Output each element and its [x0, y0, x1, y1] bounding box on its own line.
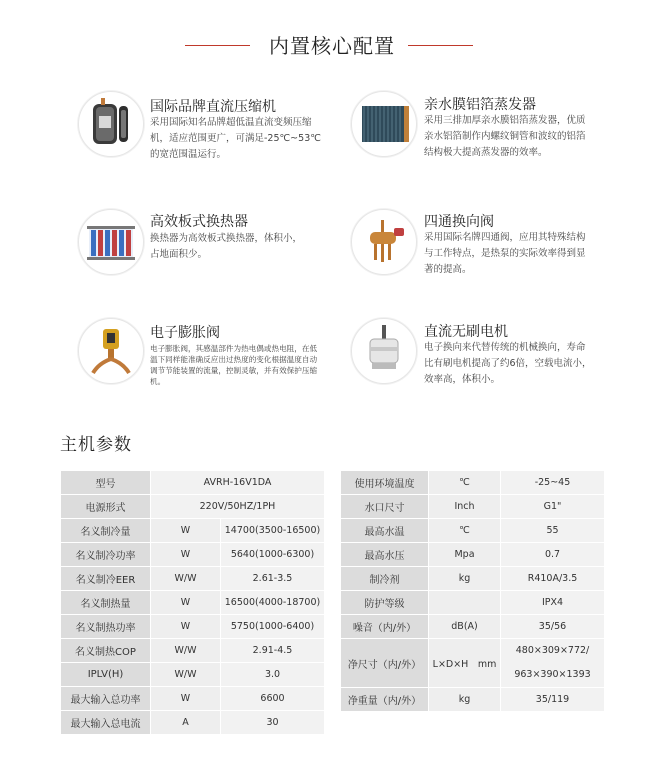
table-row [61, 687, 325, 711]
spec-unit: Inch [429, 495, 501, 519]
spec-key: 名义制冷EER [61, 567, 151, 591]
table-row [61, 567, 325, 591]
spec-unit [429, 591, 501, 615]
size-value-line-1: 480×309×772/ [515, 645, 590, 656]
table-row [61, 711, 325, 735]
spec-key: 最高水压 [341, 543, 429, 567]
page-title: 内置核心配置 [269, 34, 395, 58]
spec-value: 5750(1000-6400) [221, 615, 325, 639]
table-row [61, 615, 325, 639]
table-row [61, 591, 325, 615]
table-row [341, 639, 605, 688]
feature-title-plate-exchanger: 高效板式换热器 [150, 214, 248, 230]
spec-table-left [60, 470, 325, 735]
spec-key: 制冷剂 [341, 567, 429, 591]
spec-key: 净尺寸（内/外） [341, 639, 429, 688]
spec-value: G1" [501, 495, 605, 519]
table-row [61, 543, 325, 567]
title-divider-right [408, 45, 473, 46]
spec-key: IPLV(H) [61, 663, 151, 687]
brushless-motor-icon [351, 318, 417, 384]
feature-title-four-way-valve: 四通换向阀 [424, 214, 494, 230]
spec-unit: A [151, 711, 221, 735]
spec-key: 使用环境温度 [341, 471, 429, 495]
spec-value: AVRH-16V1DA [151, 471, 325, 495]
spec-value: -25~45 [501, 471, 605, 495]
spec-value: 2.61-3.5 [221, 567, 325, 591]
spec-key: 最大输入总功率 [61, 687, 151, 711]
spec-unit: W/W [151, 663, 221, 687]
spec-key: 名义制冷量 [61, 519, 151, 543]
evaporator-icon [351, 91, 417, 157]
spec-unit: ℃ [429, 471, 501, 495]
four-way-valve-icon [351, 209, 417, 275]
expansion-valve-icon [78, 318, 144, 384]
feature-desc-compressor: 采用国际知名品牌超低温直流变频压缩机，适应范围更广，可满足-25℃~53℃的宽范围温运行。 [150, 117, 321, 160]
table-row [61, 639, 325, 663]
spec-key: 电源形式 [61, 495, 151, 519]
spec-key: 净重量（内/外） [341, 688, 429, 712]
spec-unit: W [151, 591, 221, 615]
table-row [341, 471, 605, 495]
spec-value: IPX4 [501, 591, 605, 615]
plate-heat-exchanger-icon [78, 209, 144, 275]
spec-unit: W [151, 687, 221, 711]
feature-title-expansion-valve: 电子膨胀阀 [150, 325, 220, 341]
spec-value: 2.91-4.5 [221, 639, 325, 663]
spec-key: 最大输入总电流 [61, 711, 151, 735]
table-row [341, 495, 605, 519]
spec-key: 名义制热COP [61, 639, 151, 663]
spec-key: 名义制冷功率 [61, 543, 151, 567]
spec-section-title: 主机参数 [60, 435, 132, 455]
feature-title-brushless-motor: 直流无刷电机 [424, 324, 508, 340]
spec-key: 最高水温 [341, 519, 429, 543]
table-row [341, 567, 605, 591]
feature-title-compressor: 国际品牌直流压缩机 [150, 99, 276, 115]
spec-value: 3.0 [221, 663, 325, 687]
table-row [341, 591, 605, 615]
spec-key: 噪音（内/外） [341, 615, 429, 639]
compressor-icon [78, 91, 144, 157]
feature-desc-expansion-valve: 电子膨胀阀，其感温部件为热电偶或热电阻，在低温下同样能准确反应出过热度的变化根据温度自动调节节能装置的流量，控制灵敏，并有效保护压缩机。 [150, 344, 318, 386]
spec-key: 水口尺寸 [341, 495, 429, 519]
spec-unit: W [151, 615, 221, 639]
table-row [61, 471, 325, 495]
spec-unit: W/W [151, 639, 221, 663]
table-row [61, 495, 325, 519]
spec-value: R410A/3.5 [501, 567, 605, 591]
table-row [341, 688, 605, 712]
spec-unit: L×D×H mm [429, 639, 501, 688]
spec-key: 名义制热量 [61, 591, 151, 615]
spec-unit: W [151, 543, 221, 567]
size-value-line-2: 963×390×1393 [514, 669, 591, 680]
spec-value: 0.7 [501, 543, 605, 567]
spec-unit: W [151, 519, 221, 543]
spec-value: 14700(3500-16500) [221, 519, 325, 543]
spec-value: 220V/50HZ/1PH [151, 495, 325, 519]
spec-unit: kg [429, 567, 501, 591]
title-divider-left [185, 45, 250, 46]
spec-key: 名义制热功率 [61, 615, 151, 639]
table-row [61, 519, 325, 543]
spec-key: 防护等级 [341, 591, 429, 615]
feature-desc-evaporator: 采用三排加厚亲水膜铝箔蒸发器，优质亲水铝箔制作内螺纹铜管和波纹的铝箔结构极大提高蒸发器的效率。 [424, 115, 586, 158]
feature-desc-four-way-valve: 采用国际名牌四通阀，应用其特殊结构与工作特点，是热泵的实际效率得到显著的提高。 [424, 232, 586, 275]
spec-value: 55 [501, 519, 605, 543]
section-title-header [0, 30, 669, 60]
spec-unit: dB(A) [429, 615, 501, 639]
feature-title-evaporator: 亲水膜铝箔蒸发器 [424, 97, 536, 113]
spec-table-right [340, 470, 605, 712]
table-row [341, 543, 605, 567]
table-row [341, 519, 605, 543]
spec-unit: W/W [151, 567, 221, 591]
spec-unit: kg [429, 688, 501, 712]
spec-value: 30 [221, 711, 325, 735]
spec-value [501, 639, 605, 688]
spec-value: 16500(4000-18700) [221, 591, 325, 615]
table-row [61, 663, 325, 687]
spec-value: 35/56 [501, 615, 605, 639]
spec-unit: Mpa [429, 543, 501, 567]
table-row [341, 615, 605, 639]
spec-key: 型号 [61, 471, 151, 495]
spec-value: 35/119 [501, 688, 605, 712]
spec-value: 6600 [221, 687, 325, 711]
feature-desc-plate-exchanger: 换热器为高效板式换热器，体积小，占地面积少。 [150, 233, 303, 260]
spec-unit: ℃ [429, 519, 501, 543]
spec-value: 5640(1000-6300) [221, 543, 325, 567]
feature-desc-brushless-motor: 电子换向来代替传统的机械换向，寿命比有刷电机提高了约6倍，空载电流小，效率高，体积小。 [424, 342, 592, 385]
